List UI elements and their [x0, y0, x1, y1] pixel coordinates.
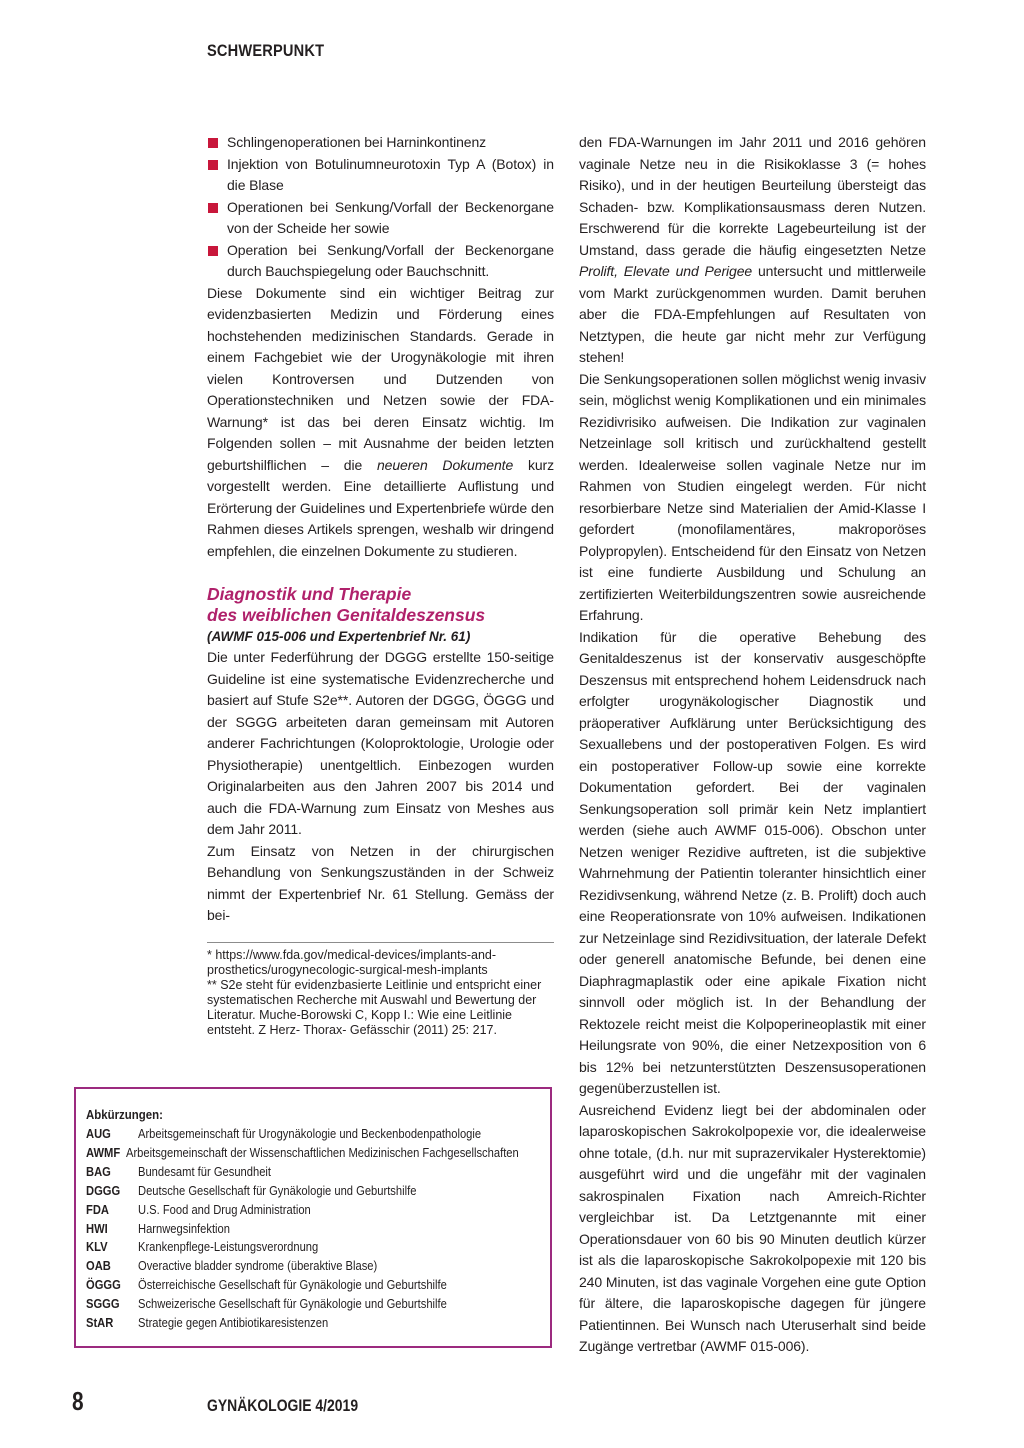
- abbreviation-row: StAR Strategie gegen Antibiotikaresistenzen: [86, 1315, 329, 1331]
- bullet-square-icon: [208, 203, 218, 213]
- right-column: [579, 132, 926, 1358]
- page-number: 8: [72, 1386, 84, 1416]
- abbreviation-row: OAB Overactive bladder syndrome (überaktive Blase): [86, 1258, 378, 1274]
- bullet-list: [207, 132, 554, 283]
- body-paragraph: Ausreichend Evidenz liegt bei der abdominalen oder laparoskopischen Sakrokolpopexie vor, die idealerweise ohne totale, (d.h. nur mit suprazervikaler Hysterektomie) ausgeführt wird und die ungefähr mit der vaginalen sakrospinalen Fixation nach Amreich-Richter vergleichbar ist. Da Letztgenannte mit einer Operationsdauer von 60 bis 90 Minuten deutlich kürzer ist als die laparoskopische Sakrokolpopexie mit 120 bis 240 Minuten, ist das vaginale Vorgehen eine gute Option für ältere, die laparoskopische dagegen für jüngere Patientinnen. Bei Wunsch nach Uteruserhalt sind beide Zugänge vertretbar (AWMF 015-006).: [579, 1101, 926, 1354]
- abbreviation-row: BAG Bundesamt für Gesundheit: [86, 1163, 272, 1179]
- abbreviation-row: KLV Krankenpflege-Leistungsverordnung: [86, 1239, 319, 1255]
- abbreviation-row: DGGG Deutsche Gesellschaft für Gynäkologie und Geburtshilfe: [86, 1182, 417, 1198]
- abbreviation-row: AUG Arbeitsgemeinschaft für Urogynäkologie und Beckenbodenpathologie: [86, 1126, 482, 1141]
- footnote-s2e: ** S2e steht für evidenzbasierte Leitlinie und entspricht einer systematischen Recherche mit Auswahl und Bewertung der Literatur. Muche-Borowski C, Kopp I.: Wie eine Leitlinie entsteht. Z Herz- Thorax- Gefässchir (2011) 25: 217.: [207, 978, 542, 1037]
- footnotes: [207, 942, 554, 1038]
- list-item: Operation bei Senkung/Vorfall der Beckenorgane durch Bauchspiegelung oder Bauchschnitt.: [207, 240, 554, 283]
- abbreviation-row: SGGG Schweizerische Gesellschaft für Gynäkologie und Geburtshilfe: [86, 1296, 447, 1312]
- bullet-square-icon: [208, 138, 218, 148]
- intro-paragraph: Diese Dokumente sind ein wichtiger Beitrag zur evidenzbasierten Medizin und Förderung eines hochstehenden medizinischen Standards. Gerade in einem Fachgebiet wie der Urogynäkologie mit ihren vielen Kontroversen und Dutzenden von Operationstechniken und Netzen sowie der FDA-Warnung* ist das bei deren Einsatz wichtig. Im Folgenden sollen – mit Ausnahme der beiden letzten geburtshilflichen – die neueren Dokumente kurz vorgestellt werden. Eine detaillierte Auflistung und Erörterung der Guidelines und Expertenbriefe würde den Rahmen dieses Artikels sprengen, weshalb wir dringend empfehlen, die einzelnen Dokumente zu studieren.: [207, 284, 554, 559]
- list-item: Operationen bei Senkung/Vorfall der Beckenorgane von der Scheide her sowie: [207, 197, 554, 240]
- left-column: [207, 132, 554, 927]
- bullet-square-icon: [208, 246, 218, 256]
- list-item: Schlingenoperationen bei Harninkontinenz: [207, 132, 554, 154]
- journal-issue: GYNÄKOLOGIE 4/2019: [207, 1396, 359, 1415]
- section-heading: Diagnostik und Therapie des weiblichen Genitaldeszensus: [207, 584, 486, 625]
- section-subheading: (AWMF 015-006 und Expertenbrief Nr. 61): [207, 629, 471, 644]
- section-label: SCHWERPUNKT: [207, 41, 325, 60]
- abbreviations-box: [74, 1087, 552, 1348]
- body-paragraph: den FDA-Warnungen im Jahr 2011 und 2016 gehören vaginale Netze neu in die Risikoklasse 3 (= hohes Risiko), und in der heutigen Beurteilung übersteigt das Schaden- bzw. Komplikationsausmass deren Nutzen. Erschwerend für die korrekte Lagebeurteilung ist der Umstand, dass gerade die häufig eingesetzten Netze Prolift, Elevate und Perigee untersucht und mittlerweile vom Markt zurückgenommen wurden. Damit beruhen aber die FDA-Empfehlungen auf Resultaten von Netztypen, die heute gar nicht mehr zur Verfügung stehen!: [579, 134, 926, 365]
- abbreviation-row: ÖGGG Österreichische Gesellschaft für Gynäkologie und Geburtshilfe: [86, 1277, 447, 1293]
- footnote-url: * https://www.fda.gov/medical-devices/implants-and-prosthetics/urogynecologic-surgical-mesh-implants: [207, 948, 497, 977]
- body-paragraph: Indikation für die operative Behebung des Genitaldeszenus ist der konservativ ausgeschöpfte Deszensus mit entsprechend hohem Leidensdruck nach erfolgter urogynäkologischer Diagnostik und präoperativer Aufklärung unter Berücksichtigung des Sexuallebens und der postoperativen Folgen. Es wird ein postoperativer Follow-up sowie eine korrekte Dokumentation gefordert. Bei der vaginalen Senkungsoperation soll primär kein Netz implantiert werden (siehe auch AWMF 015-006). Obschon unter Netzen weniger Rezidive auftreten, ist die subjektive Wahrnehmung der Patientin toleranter hinsichtlich einer Rezidivsenkung, während Netze (z. B. Prolift) doch auch eine Reoperationsrate von 10% aufweisen. Indikationen zur Netzeinlage sind Rezidivsituation, der laterale Defekt oder generell anatomische Befunde, bei denen eine Diaphragmaplastik oder eine apikale Fixation nicht sinnvoll oder möglich ist. In der Behandlung der Rektozele reicht meist die Kolpoperineoplastik mit einer Heilungsrate von 90%, die einer Netzexposition von 6 bis 12% bei netzunterstützten Deszensusoperationen gegenüberzustellen ist.: [579, 628, 926, 1096]
- bullet-square-icon: [208, 160, 218, 170]
- body-paragraph: Die unter Federführung der DGGG erstellte 150-seitige Guideline ist eine systematische Evidenzrecherche und basiert auf Stufe S2e**. Autoren der DGGG, ÖGGG und der SGGG arbeiteten daran gemeinsam mit Autoren anderer Fachrichtungen (Koloproktologie, Urologie oder Physiotherapie) unentgeltlich. Einbezogen wurden Originalarbeiten aus den Jahren 2007 bis 2014 und auch die FDA-Warnung zum Einsatz von Meshes aus dem Jahr 2011.: [207, 649, 554, 837]
- abbreviation-row: AWMF Arbeitsgemeinschaft der Wissenschaftlichen Medizinischen Fachgesellschaften: [86, 1144, 519, 1160]
- abbreviation-row: FDA U.S. Food and Drug Administration: [86, 1201, 311, 1217]
- abbreviation-row: HWI Harnwegsinfektion: [86, 1220, 230, 1236]
- abbreviations-title: Abkürzungen:: [86, 1107, 163, 1122]
- body-paragraph: Die Senkungsoperationen sollen möglichst wenig invasiv sein, möglichst wenig Komplikationen und ein minimales Rezidivrisiko aufweisen. Die Indikation zur vaginalen Netzeinlage soll kritisch und zurückhaltend gestellt werden. Idealerweise sollen vaginale Netze nur im Rahmen von Studien eingelegt werden. Für nicht resorbierbare Netze sind Materialien der Amid-Klasse I gefordert (monofilamentäres, makroporöses Polypropylen). Entscheidend für den Einsatz von Netzen ist eine fundierte Ausbildung und Schulung an zertifizierten Weiterbildungszentren sowie ausreichende Erfahrung.: [579, 370, 926, 623]
- list-item: Injektion von Botulinumneurotoxin Typ A (Botox) in die Blase: [207, 154, 554, 197]
- body-paragraph: Zum Einsatz von Netzen in der chirurgischen Behandlung von Senkungszuständen in der Schweiz nimmt der Expertenbrief Nr. 61 Stellung. Gemäss der bei-: [207, 842, 554, 923]
